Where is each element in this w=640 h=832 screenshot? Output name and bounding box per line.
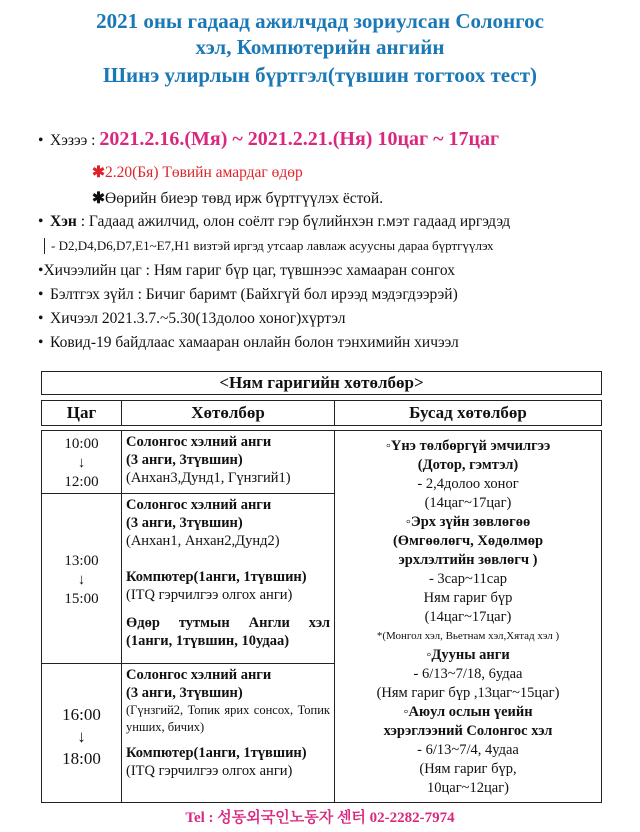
- arrow-down-icon: ↓: [77, 727, 86, 746]
- page-title-line2: хэл, Компютерийн ангийн: [195, 35, 445, 59]
- period-line: [38, 310, 346, 328]
- column-header-time: Цаг: [41, 400, 122, 426]
- time-end: 15:00: [64, 591, 99, 607]
- bullet-icon: •: [38, 310, 44, 327]
- bullet-icon: •: [38, 262, 44, 279]
- class-time-line: [38, 262, 455, 280]
- safety-korean-days: (Ням гариг бүр,: [419, 761, 517, 777]
- free-treatment-sub: (Дотор, гэмтэл): [417, 457, 519, 473]
- who-label: Хэн: [50, 213, 77, 230]
- time-start: 10:00: [64, 436, 99, 452]
- song-class-title: ◦Дууны анги: [426, 647, 510, 663]
- arrow-down-icon: ↓: [77, 455, 86, 471]
- time-end: 18:00: [62, 749, 101, 768]
- date-label: Хэзээ :: [50, 132, 96, 149]
- computer-program-detail: (ITQ гэрчилгээ олгох анги): [126, 763, 293, 779]
- program-detail: (Анхан3,Дунд1, Гүнзгий1): [126, 470, 291, 486]
- computer-program-detail: (ITQ гэрчилгээ олгох анги): [126, 587, 293, 603]
- holiday-text: 2.20(Бя) Төвийн амардаг өдөр: [105, 164, 303, 181]
- time-start: 16:00: [62, 705, 101, 724]
- date-line: [38, 128, 499, 151]
- covid-line: [38, 334, 459, 352]
- program-level: (3 анги, 3түвшин): [126, 452, 243, 468]
- safety-korean-dates: - 6/13~7/4, 4удаа: [417, 742, 519, 758]
- time-end: 12:00: [64, 474, 99, 490]
- time-cell-3: [41, 663, 122, 803]
- legal-advice-title: ◦Эрх зүйн зөвлөгөө: [405, 514, 531, 530]
- program-cell-2: [121, 493, 335, 664]
- program-cell-3: [121, 663, 335, 803]
- computer-program-name: Компютер(1анги, 1түвшин): [126, 745, 307, 761]
- star-icon: ✱: [92, 190, 105, 207]
- program-name: Солонгос хэлний анги: [126, 497, 272, 513]
- legal-advice-sub2: эрхлэлтийн зөвлөгч ): [398, 552, 538, 568]
- covid-text: Ковид-19 байдлаас хамааран онлайн болон тэнхимийн хичээл: [50, 334, 459, 351]
- program-level: (3 анги, 3түвшин): [126, 515, 243, 531]
- computer-program-name: Компютер(1анги, 1түвшин): [126, 569, 307, 585]
- time-cell-2: [41, 493, 122, 664]
- bullet-icon: •: [38, 213, 44, 230]
- who-text: : Гадаад ажилчид, олон соёлт гэр бүлийнхэн г.мэт гадаад иргэдэд: [76, 213, 511, 230]
- column-header-program: Хөтөлбөр: [121, 400, 335, 426]
- legal-advice-days: Ням гариг бүр: [423, 590, 513, 606]
- page-title-line1: 2021 оны гадаад ажилчдад зориулсан Солонгос: [96, 9, 544, 33]
- program-cell-1: [121, 430, 335, 494]
- self-register-line: [92, 189, 383, 208]
- time-start: 13:00: [64, 553, 99, 569]
- schedule-caption: <Ням гаригийн хөтөлбөр>: [41, 371, 602, 395]
- other-programs-cell: [334, 430, 602, 803]
- free-treatment-title: ◦Үнэ төлбөргүй эмчилгээ: [385, 438, 551, 454]
- legal-advice-hours: (14цаг~17цаг): [424, 609, 512, 625]
- song-class-dates: - 6/13~7/18, 6удаа: [413, 666, 523, 682]
- holiday-line: [92, 163, 303, 182]
- legal-advice-sub: (Өмгөөлөгч, Хөдөлмөр: [392, 533, 544, 549]
- prepare-text: Бэлтгэх зүйл : Бичиг баримт (Байхгүй бол ирээд мэдэгдээрэй): [50, 286, 458, 303]
- free-treatment-hours: (14цаг~17цаг): [424, 495, 512, 511]
- star-icon: ✱: [92, 164, 105, 181]
- free-treatment-weeks: - 2,4долоо хоног: [417, 476, 519, 492]
- song-class-time: (Ням гариг бүр ,13цаг~15цаг): [376, 685, 560, 701]
- bullet-icon: •: [38, 132, 44, 149]
- legal-advice-languages: *(Монгол хэл, Вьетнам хэл,Хятад хэл ): [376, 630, 560, 642]
- bullet-icon: •: [38, 286, 44, 303]
- self-register-text: Өөрийн биеэр төвд ирж бүртгүүлэх ёстой.: [105, 190, 384, 207]
- prepare-line: [38, 286, 458, 304]
- program-detail: (Анхан1, Анхан2,Дунд2): [126, 533, 280, 549]
- who-line: [38, 213, 510, 231]
- date-value: 2021.2.16.(Мя) ~ 2021.2.21.(Ня) 10цаг ~ 17цаг: [99, 128, 500, 150]
- column-header-other: Бусад хөтөлбөр: [334, 400, 602, 426]
- safety-korean-title2: хэрэглээний Солонгос хэл: [383, 723, 553, 739]
- safety-korean-hours: 10цаг~12цаг): [427, 780, 509, 796]
- page-subtitle: Шинэ улирлын бүртгэл(түвшин тогтоох тест): [102, 63, 538, 87]
- program-name: Солонгос хэлний анги: [126, 434, 272, 450]
- safety-korean-title: ◦Аюул ослын үеийн: [403, 704, 533, 720]
- contact-phone: Tel : 성동외국인노동자 센터 02-2282-7974: [185, 810, 455, 826]
- visa-line: - D2,D4,D6,D7,E1~E7,H1 визтэй иргэд утсаар лавлаж асуусны дараа бүртгүүлэх: [44, 238, 494, 254]
- bullet-icon: •: [38, 334, 44, 351]
- period-text: Хичээл 2021.3.7.~5.30(13долоо хоног)хүртэл: [50, 310, 346, 327]
- legal-advice-months: - 3сар~11сар: [428, 571, 508, 587]
- program-detail: (Гүнзгий2, Топик ярих сонсох, Топик унших, бичих): [126, 703, 330, 734]
- english-program-name: Өдөр тутмын Англи хэл: [126, 615, 330, 631]
- program-name: Солонгос хэлний анги: [126, 667, 272, 683]
- english-program-detail: (1анги, 1түвшин, 10удаа): [126, 633, 290, 649]
- program-level: (3 анги, 3түвшин): [126, 685, 243, 701]
- time-cell-1: [41, 430, 122, 494]
- arrow-down-icon: ↓: [77, 572, 86, 588]
- class-time-text: Хичээлийн цаг : Ням гариг бүр цаг, түвшнээс хамааран сонгох: [43, 262, 455, 279]
